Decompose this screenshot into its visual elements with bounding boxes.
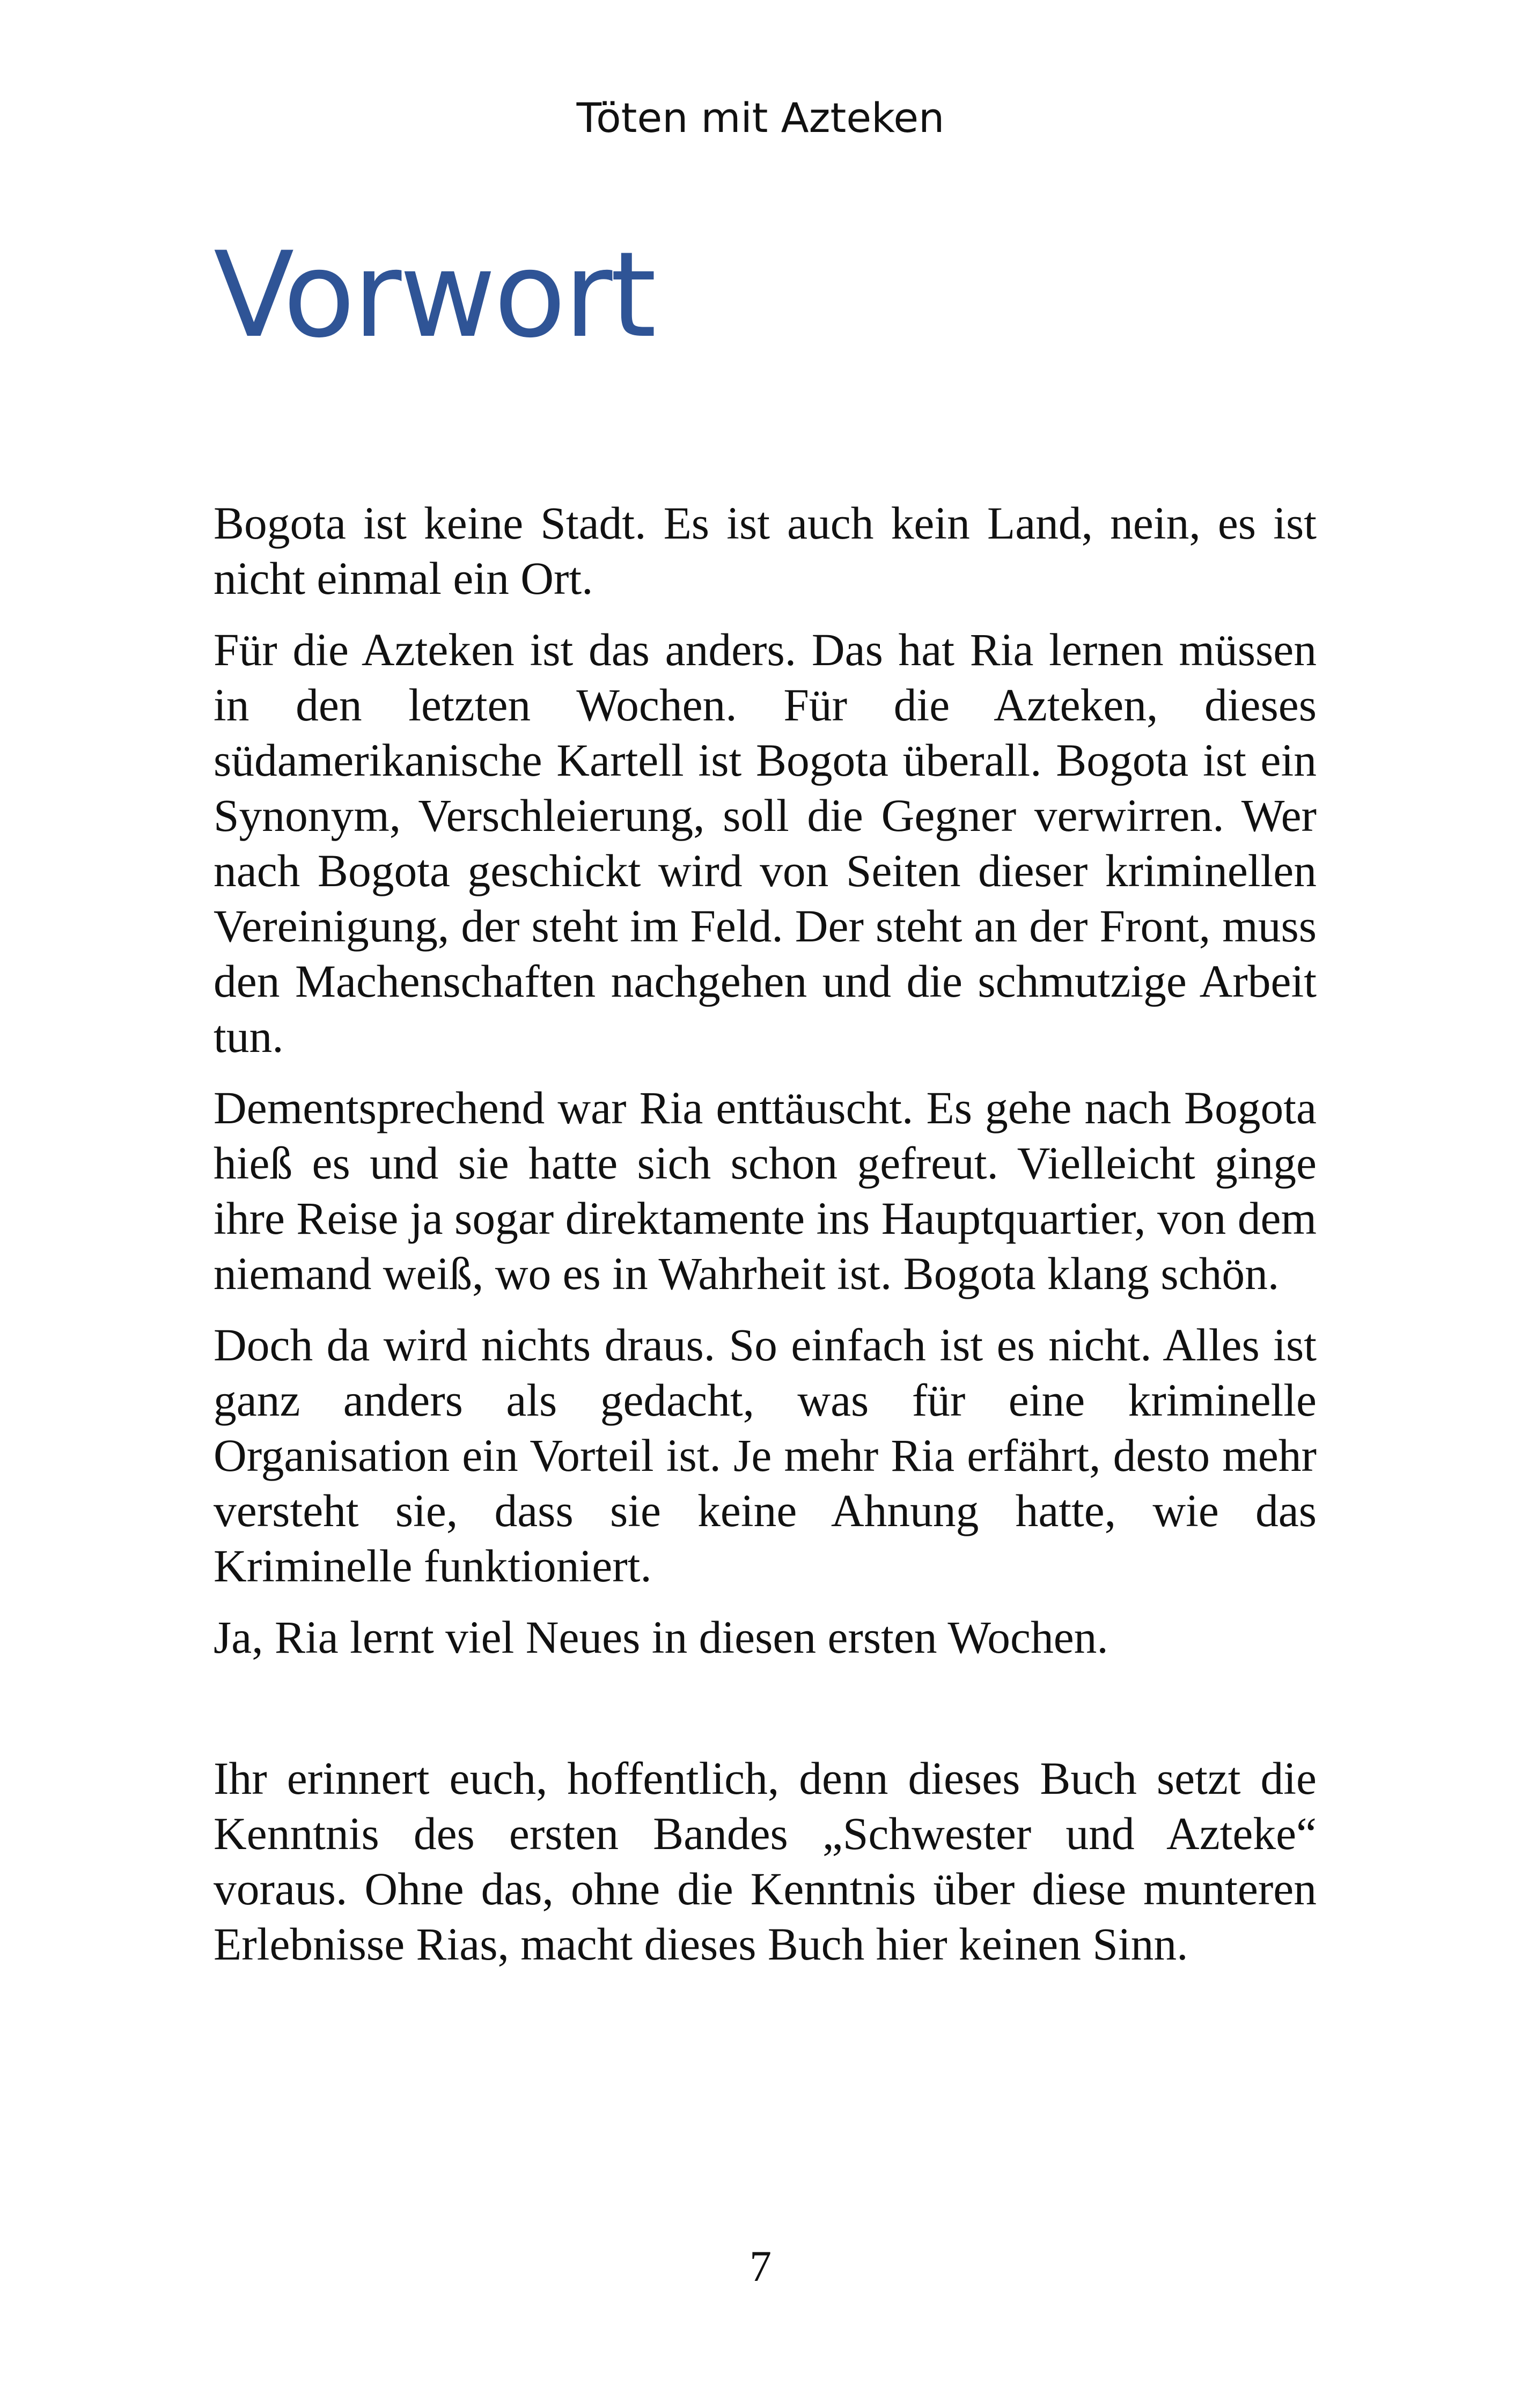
paragraph: Bogota ist keine Stadt. Es ist auch kein Land, nein, es ist nicht einmal ein Ort. [214, 498, 1317, 604]
paragraph: Dementsprechend war Ria enttäuscht. Es gehe nach Bogota hieß es und sie hatte sich schon gefreut. Vielleicht ginge ihre Reise ja sogar direktamente ins Hauptquartier, von dem niemand weiß, wo es in Wahrheit ist. Bogota klang schön. [214, 1083, 1317, 1299]
running-header: Töten mit Azteken [576, 94, 945, 142]
paragraph: Doch da wird nichts draus. So einfach ist es nicht. Alles ist ganz anders als gedacht, was für eine kriminelle Organisation ein Vorteil ist. Je mehr Ria erfährt, desto mehr versteht sie, dass sie keine Ahnung hatte, wie das Kriminelle funktioniert. [214, 1320, 1317, 1592]
paragraph: Ihr erinnert euch, hoffentlich, denn dieses Buch setzt die Kenntnis des ersten Bandes „Schwester und Azteke“ voraus. Ohne das, ohne die Kenntnis über diese munteren Erlebnisse Rias, macht dieses Buch hier keinen Sinn. [214, 1754, 1317, 1970]
body-text [214, 496, 1317, 1989]
page-number: 7 [750, 2242, 771, 2291]
paragraph: Für die Azteken ist das anders. Das hat Ria lernen müssen in den letzten Wochen. Für die Azteken, dieses südamerikanische Kartell ist Bogota überall. Bogota ist ein Synonym, Verschleierung, soll die Gegner verwirren. Wer nach Bogota geschickt wird von Seiten dieser kriminellen Vereinigung, der steht im Feld. Der steht an der Front, muss den Machenschaften nachgehen und die schmutzige Arbeit tun. [214, 625, 1317, 1062]
paragraph: Ja, Ria lernt viel Neues in diesen ersten Wochen. [214, 1612, 1108, 1663]
chapter-title: Vorwort [214, 226, 655, 364]
